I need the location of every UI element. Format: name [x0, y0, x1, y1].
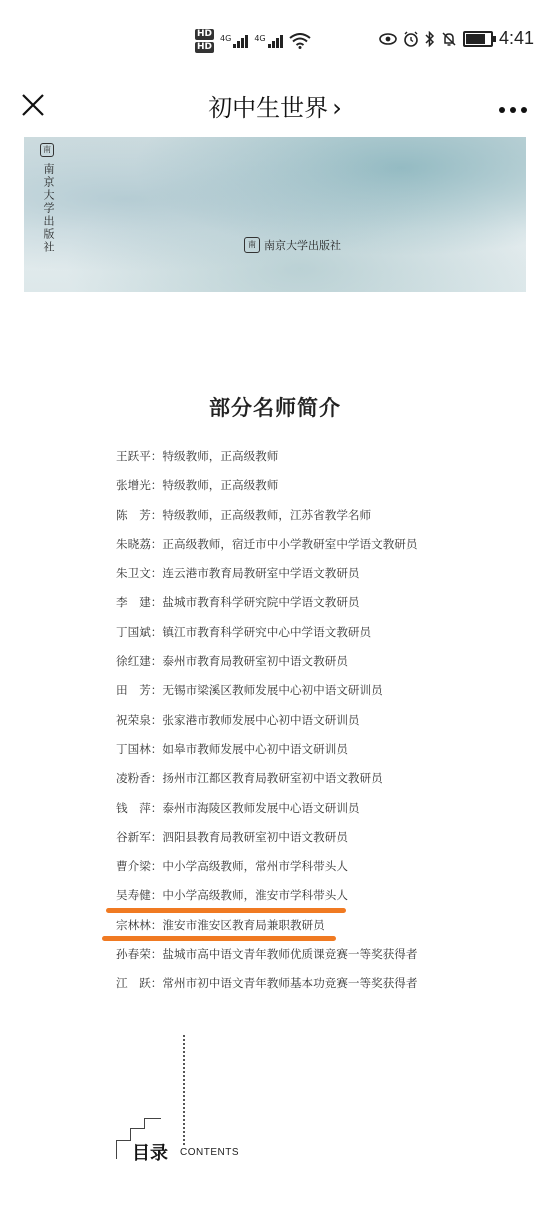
teacher-description: 如皋市教师发展中心初中语文研训员 [162, 741, 348, 756]
network-type-label: 4G [220, 33, 232, 43]
teacher-description: 淮安市淮安区教育局兼职教研员 [162, 917, 325, 932]
account-title-link[interactable] [0, 88, 550, 123]
teacher-description: 泰州市教育局教研室初中语文教研员 [162, 654, 348, 669]
teacher-name: 宗林林 [116, 917, 151, 932]
teacher-row [116, 712, 536, 741]
teacher-description: 特级教师，正高级教师 [162, 449, 279, 463]
separator: ： [150, 507, 163, 522]
highlight-underline [106, 908, 346, 913]
status-bar [0, 0, 550, 80]
teacher-row [116, 741, 536, 770]
teacher-name: 李 建 [116, 595, 151, 610]
teacher-name: 王跃平 [116, 449, 151, 463]
teacher-row [116, 946, 536, 975]
dotted-divider [183, 1035, 185, 1145]
separator: ： [150, 888, 163, 903]
battery-icon [463, 31, 493, 47]
teacher-description: 盐城市高中语文青年教师优质课竞赛一等奖获得者 [162, 947, 418, 962]
clock: 4:41 [498, 28, 534, 48]
teacher-name: 祝荣泉 [116, 712, 151, 727]
teacher-row [116, 448, 536, 477]
teacher-name: 钱 萍 [116, 800, 151, 815]
teacher-name: 丁国林 [116, 741, 151, 756]
teacher-name: 张增光 [116, 478, 151, 493]
more-icon [498, 105, 528, 115]
teacher-row [116, 917, 536, 946]
teacher-description: 无锡市梁溪区教师发展中心初中语文研训员 [162, 683, 383, 698]
hd-badges [195, 29, 214, 53]
alarm-icon [403, 31, 419, 47]
teacher-row [116, 682, 536, 711]
teacher-description: 张家港市教师发展中心初中语文研训员 [162, 712, 360, 727]
publisher-mark [244, 237, 341, 253]
publisher-logo-icon: 南 [40, 143, 54, 157]
section-title: 部分名师简介 [209, 396, 341, 420]
nav-bar [0, 80, 550, 136]
wifi-icon [289, 33, 311, 49]
highlight-underline [102, 936, 336, 941]
teacher-row [116, 624, 536, 653]
separator: ： [150, 771, 163, 786]
hd-badge: HD [197, 29, 213, 39]
teacher-description: 特级教师，正高级教师，江苏省教学名师 [162, 507, 372, 522]
account-title: 初中生世界 [208, 94, 329, 122]
chevron-right-icon: › [332, 94, 342, 122]
separator: ： [150, 449, 163, 463]
teacher-name: 吴寿健 [116, 888, 151, 903]
teacher-description: 中小学高级教师，淮安市学科带头人 [162, 888, 348, 903]
bluetooth-icon [425, 31, 435, 47]
teacher-row [116, 536, 536, 565]
separator: ： [150, 976, 163, 991]
separator: ： [150, 712, 163, 727]
teacher-description: 常州市初中语文青年教师基本功竞赛一等奖获得者 [162, 976, 418, 991]
teacher-name: 朱卫文 [116, 566, 151, 581]
separator: ： [150, 624, 163, 639]
teacher-row [116, 770, 536, 799]
teacher-name: 凌粉香 [116, 771, 151, 786]
teacher-name: 曹介梁 [116, 859, 151, 874]
separator: ： [150, 800, 163, 815]
publisher-logo-icon: 南 [244, 237, 260, 253]
cover-image [24, 137, 526, 292]
teacher-row [116, 858, 536, 887]
teacher-description: 中小学高级教师，常州市学科带头人 [162, 859, 348, 874]
separator: ： [150, 566, 163, 581]
teacher-description: 连云港市教育局教研室中学语文教研员 [162, 566, 360, 581]
separator: ： [150, 478, 163, 493]
teacher-description: 扬州市江都区教育局教研室初中语文教研员 [162, 771, 383, 786]
signal-icon [220, 35, 248, 48]
separator: ： [150, 829, 163, 844]
teacher-name: 丁国斌 [116, 624, 151, 639]
teacher-name: 江 跃 [116, 976, 151, 991]
teacher-row [116, 653, 536, 682]
teacher-description: 泗阳县教育局教研室初中语文教研员 [162, 829, 348, 844]
teacher-description: 泰州市海陵区教师发展中心语文研训员 [162, 800, 360, 815]
network-type-label: 4G [254, 33, 266, 43]
teacher-name: 陈 芳 [116, 507, 151, 522]
mute-icon [441, 31, 457, 47]
teacher-row [116, 975, 536, 1004]
teacher-row [116, 594, 536, 623]
teacher-row [116, 507, 536, 536]
teacher-name: 田 芳 [116, 683, 151, 698]
publisher-name: 南京大学出版社 [264, 239, 341, 252]
contents-title: 目录 [132, 1143, 168, 1164]
teacher-name: 徐红建 [116, 654, 151, 669]
teacher-row [116, 477, 536, 506]
separator: ： [150, 654, 163, 669]
cover-vertical-text: 南京大学出版社 [42, 163, 55, 254]
separator: ： [150, 683, 163, 698]
separator: ： [150, 741, 163, 756]
teacher-row [116, 829, 536, 858]
teacher-name: 谷新军 [116, 829, 151, 844]
separator: ： [150, 917, 163, 932]
eye-icon [379, 33, 397, 45]
contents-subtitle: CONTENTS [180, 1147, 239, 1158]
separator: ： [150, 859, 163, 874]
teacher-description: 盐城市教育科学研究院中学语文教研员 [162, 595, 360, 610]
separator: ： [150, 947, 163, 962]
more-button[interactable] [498, 100, 528, 110]
teacher-description: 镇江市教育科学研究中心中学语文教研员 [162, 624, 372, 639]
teacher-description: 正高级教师，宿迁市中小学教研室中学语文教研员 [162, 536, 418, 551]
teacher-name: 孙春荣 [116, 947, 151, 962]
network-indicators [195, 26, 311, 56]
teacher-name: 朱晓荔 [116, 536, 151, 551]
separator: ： [150, 536, 163, 551]
teacher-row [116, 800, 536, 829]
system-indicators [379, 28, 534, 49]
teacher-list [116, 448, 536, 1005]
teacher-description: 特级教师，正高级教师 [162, 478, 279, 493]
teacher-row [116, 565, 536, 594]
hd-badge: HD [197, 42, 213, 52]
separator: ： [150, 595, 163, 610]
signal-icon [254, 35, 282, 48]
